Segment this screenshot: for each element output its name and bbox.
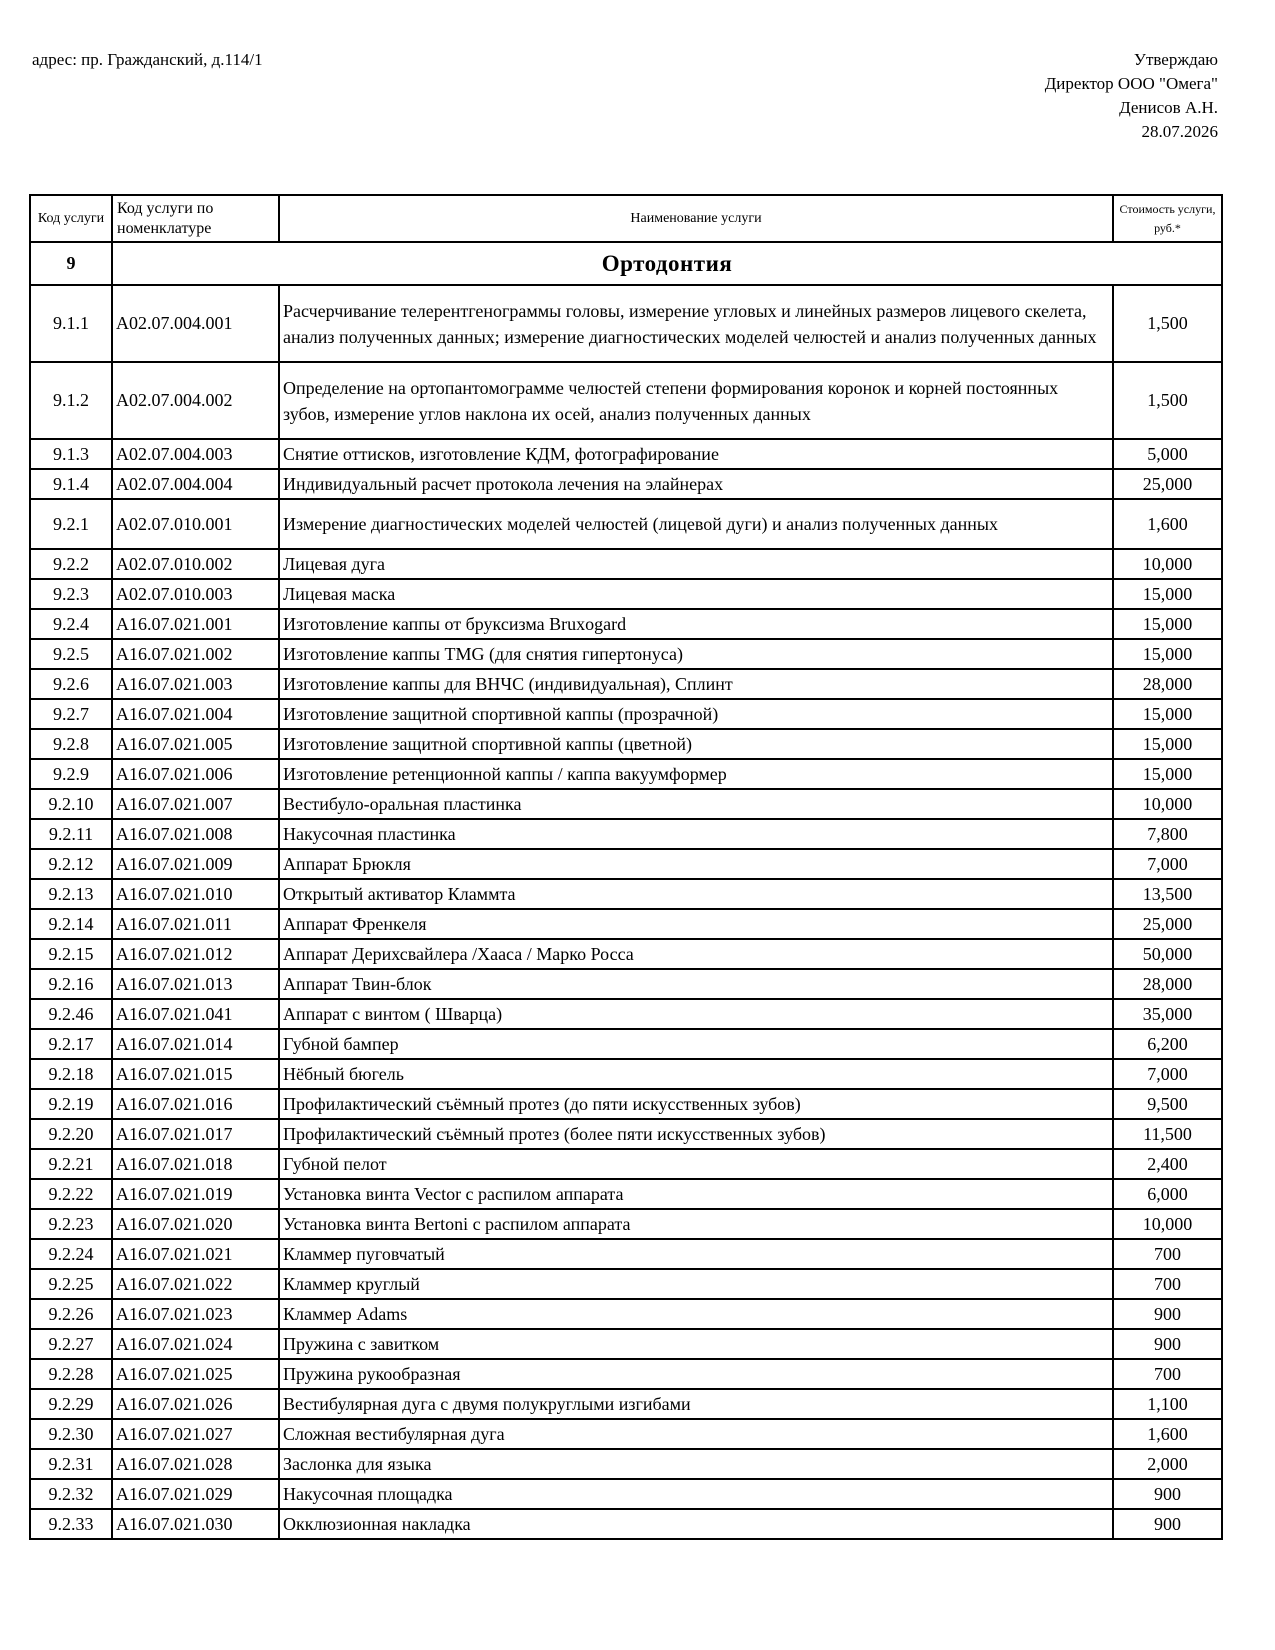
table-row: [30, 849, 1222, 879]
service-name-cell: Пружина с завитком: [279, 1329, 1113, 1359]
service-name-cell: Кламмер пуговчатый: [279, 1239, 1113, 1269]
nomenclature-code-cell: A16.07.021.002: [112, 639, 279, 669]
table-row: [30, 939, 1222, 969]
nomenclature-code-cell: A16.07.021.023: [112, 1299, 279, 1329]
service-code-cell: 9.2.19: [30, 1089, 112, 1119]
service-code-cell: 9.2.15: [30, 939, 112, 969]
nomenclature-code-cell: A16.07.021.028: [112, 1449, 279, 1479]
table-row: [30, 1359, 1222, 1389]
service-name-cell: Аппарат Френкеля: [279, 909, 1113, 939]
table-row: [30, 1389, 1222, 1419]
nomenclature-code-cell: A16.07.021.003: [112, 669, 279, 699]
price-cell: 11,500: [1113, 1119, 1222, 1149]
price-cell: 900: [1113, 1509, 1222, 1539]
price-cell: 1,600: [1113, 1419, 1222, 1449]
table-row: [30, 789, 1222, 819]
price-cell: 28,000: [1113, 669, 1222, 699]
service-code-cell: 9.2.23: [30, 1209, 112, 1239]
service-code-cell: 9.2.12: [30, 849, 112, 879]
nomenclature-code-cell: A16.07.021.021: [112, 1239, 279, 1269]
table-row: [30, 909, 1222, 939]
service-code-cell: 9.2.9: [30, 759, 112, 789]
price-cell: 28,000: [1113, 969, 1222, 999]
service-code-cell: 9.2.31: [30, 1449, 112, 1479]
nomenclature-code-cell: A16.07.021.012: [112, 939, 279, 969]
approval-title: Утверждаю: [1133, 50, 1218, 69]
table-row: [30, 759, 1222, 789]
table-row: [30, 1269, 1222, 1299]
service-code-cell: 9.2.26: [30, 1299, 112, 1329]
table-row: [30, 879, 1222, 909]
service-name-cell: Измерение диагностических моделей челюстей (лицевой дуги) и анализ полученных данных: [279, 499, 1113, 549]
nomenclature-code-cell: A16.07.021.024: [112, 1329, 279, 1359]
table-row: [30, 1179, 1222, 1209]
price-cell: 15,000: [1113, 579, 1222, 609]
service-code-cell: 9.2.13: [30, 879, 112, 909]
price-cell: 700: [1113, 1239, 1222, 1269]
table-row: [30, 439, 1222, 469]
service-name-cell: Вестибуло-оральная пластинка: [279, 789, 1113, 819]
service-code-cell: 9.2.46: [30, 999, 112, 1029]
price-table: [29, 194, 1223, 1540]
service-code-cell: 9.2.7: [30, 699, 112, 729]
nomenclature-code-cell: A02.07.004.003: [112, 439, 279, 469]
service-name-cell: Губной бампер: [279, 1029, 1113, 1059]
nomenclature-code-cell: A16.07.021.020: [112, 1209, 279, 1239]
service-name-cell: Изготовление каппы для ВНЧС (индивидуальная), Сплинт: [279, 669, 1113, 699]
service-code-cell: 9.2.24: [30, 1239, 112, 1269]
nomenclature-code-cell: A16.07.021.011: [112, 909, 279, 939]
service-name-cell: Нёбный бюгель: [279, 1059, 1113, 1089]
price-cell: 15,000: [1113, 609, 1222, 639]
service-code-cell: 9.1.1: [30, 285, 112, 362]
service-name-cell: Накусочная пластинка: [279, 819, 1113, 849]
table-row: [30, 1329, 1222, 1359]
service-code-cell: 9.2.33: [30, 1509, 112, 1539]
table-row: [30, 819, 1222, 849]
service-name-cell: Изготовление защитной спортивной каппы (цветной): [279, 729, 1113, 759]
price-cell: 1,500: [1113, 362, 1222, 439]
service-code-cell: 9.2.16: [30, 969, 112, 999]
service-code-cell: 9.2.14: [30, 909, 112, 939]
column-header-nomenclature: Код услуги по номенклатуре: [112, 195, 279, 242]
service-name-cell: Накусочная площадка: [279, 1479, 1113, 1509]
service-name-cell: Лицевая дуга: [279, 549, 1113, 579]
nomenclature-code-cell: A16.07.021.041: [112, 999, 279, 1029]
table-row: [30, 1479, 1222, 1509]
service-code-cell: 9.1.4: [30, 469, 112, 499]
service-name-cell: Сложная вестибулярная дуга: [279, 1419, 1113, 1449]
table-row: [30, 499, 1222, 549]
service-name-cell: Кламмер круглый: [279, 1269, 1113, 1299]
nomenclature-code-cell: A02.07.004.001: [112, 285, 279, 362]
price-cell: 50,000: [1113, 939, 1222, 969]
table-row: [30, 1029, 1222, 1059]
table-row: [30, 699, 1222, 729]
nomenclature-code-cell: A16.07.021.017: [112, 1119, 279, 1149]
service-code-cell: 9.2.27: [30, 1329, 112, 1359]
price-cell: 2,000: [1113, 1449, 1222, 1479]
price-cell: 900: [1113, 1329, 1222, 1359]
nomenclature-code-cell: A02.07.004.002: [112, 362, 279, 439]
service-name-cell: Изготовление каппы TMG (для снятия гипертонуса): [279, 639, 1113, 669]
service-code-cell: 9.2.25: [30, 1269, 112, 1299]
table-row: [30, 669, 1222, 699]
nomenclature-code-cell: A16.07.021.006: [112, 759, 279, 789]
nomenclature-code-cell: A02.07.010.003: [112, 579, 279, 609]
price-cell: 10,000: [1113, 789, 1222, 819]
service-code-cell: 9.2.29: [30, 1389, 112, 1419]
price-cell: 1,500: [1113, 285, 1222, 362]
service-name-cell: Вестибулярная дуга с двумя полукруглыми изгибами: [279, 1389, 1113, 1419]
service-name-cell: Аппарат Дерихсвайлера /Хааса / Марко Росса: [279, 939, 1113, 969]
price-cell: 9,500: [1113, 1089, 1222, 1119]
service-name-cell: Губной пелот: [279, 1149, 1113, 1179]
nomenclature-code-cell: A16.07.021.009: [112, 849, 279, 879]
nomenclature-code-cell: A16.07.021.027: [112, 1419, 279, 1449]
service-name-cell: Пружина рукообразная: [279, 1359, 1113, 1389]
service-name-cell: Аппарат Твин-блок: [279, 969, 1113, 999]
table-row: [30, 1449, 1222, 1479]
nomenclature-code-cell: A16.07.021.004: [112, 699, 279, 729]
table-row: [30, 609, 1222, 639]
price-cell: 10,000: [1113, 549, 1222, 579]
service-name-cell: Кламмер Adams: [279, 1299, 1113, 1329]
service-name-cell: Определение на ортопантомограмме челюстей степени формирования коронок и корней постоянных зубов, измерение углов наклона их осей, анализ полученных данных: [279, 362, 1113, 439]
table-row: [30, 1149, 1222, 1179]
price-cell: 15,000: [1113, 759, 1222, 789]
nomenclature-code-cell: A16.07.021.008: [112, 819, 279, 849]
nomenclature-code-cell: A16.07.021.001: [112, 609, 279, 639]
service-code-cell: 9.2.3: [30, 579, 112, 609]
price-cell: 700: [1113, 1269, 1222, 1299]
section-title: Ортодонтия: [112, 242, 1222, 285]
price-cell: 7,800: [1113, 819, 1222, 849]
column-header-name: Наименование услуги: [279, 195, 1113, 242]
service-name-cell: Изготовление защитной спортивной каппы (прозрачной): [279, 699, 1113, 729]
column-header-price: Стоимость услуги, руб.*: [1113, 195, 1222, 242]
service-code-cell: 9.2.18: [30, 1059, 112, 1089]
service-code-cell: 9.2.4: [30, 609, 112, 639]
price-cell: 900: [1113, 1479, 1222, 1509]
service-name-cell: Установка винта Bertoni с распилом аппарата: [279, 1209, 1113, 1239]
service-name-cell: Установка винта Vector с распилом аппарата: [279, 1179, 1113, 1209]
price-cell: 5,000: [1113, 439, 1222, 469]
address-line: адрес: пр. Гражданский, д.114/1: [32, 50, 263, 69]
price-cell: 15,000: [1113, 729, 1222, 759]
price-cell: 35,000: [1113, 999, 1222, 1029]
table-row: [30, 549, 1222, 579]
table-row: [30, 969, 1222, 999]
column-header-code: Код услуги: [30, 195, 112, 242]
table-row: [30, 1059, 1222, 1089]
service-code-cell: 9.2.1: [30, 499, 112, 549]
table-row: [30, 639, 1222, 669]
table-row: [30, 1299, 1222, 1329]
price-cell: 6,000: [1113, 1179, 1222, 1209]
price-cell: 7,000: [1113, 849, 1222, 879]
service-code-cell: 9.2.5: [30, 639, 112, 669]
service-name-cell: Окклюзионная накладка: [279, 1509, 1113, 1539]
table-row: [30, 1419, 1222, 1449]
price-cell: 15,000: [1113, 639, 1222, 669]
price-cell: 2,400: [1113, 1149, 1222, 1179]
table-row: [30, 1119, 1222, 1149]
nomenclature-code-cell: A16.07.021.014: [112, 1029, 279, 1059]
approval-position: Директор ООО "Омега": [1044, 74, 1218, 93]
service-code-cell: 9.2.11: [30, 819, 112, 849]
service-code-cell: 9.2.10: [30, 789, 112, 819]
price-cell: 13,500: [1113, 879, 1222, 909]
nomenclature-code-cell: A16.07.021.029: [112, 1479, 279, 1509]
service-name-cell: Изготовление каппы от бруксизма Bruxogard: [279, 609, 1113, 639]
nomenclature-code-cell: A16.07.021.022: [112, 1269, 279, 1299]
service-name-cell: Расчерчивание телерентгенограммы головы, измерение угловых и линейных размеров лицевого скелета, анализ полученных данных; измерение диагностических моделей челюстей и анализ полученных данных: [279, 285, 1113, 362]
service-name-cell: Лицевая маска: [279, 579, 1113, 609]
nomenclature-code-cell: A16.07.021.005: [112, 729, 279, 759]
approval-date: 28.07.2026: [1141, 122, 1218, 141]
nomenclature-code-cell: A16.07.021.013: [112, 969, 279, 999]
service-code-cell: 9.2.32: [30, 1479, 112, 1509]
nomenclature-code-cell: A16.07.021.010: [112, 879, 279, 909]
table-row: [30, 729, 1222, 759]
price-cell: 25,000: [1113, 469, 1222, 499]
table-row: [30, 579, 1222, 609]
price-cell: 10,000: [1113, 1209, 1222, 1239]
nomenclature-code-cell: A16.07.021.025: [112, 1359, 279, 1389]
nomenclature-code-cell: A16.07.021.018: [112, 1149, 279, 1179]
service-code-cell: 9.1.2: [30, 362, 112, 439]
approval-signatory: Денисов А.Н.: [1119, 98, 1218, 117]
service-name-cell: Аппарат с винтом ( Шварца): [279, 999, 1113, 1029]
service-code-cell: 9.2.20: [30, 1119, 112, 1149]
price-cell: 25,000: [1113, 909, 1222, 939]
table-row: [30, 469, 1222, 499]
nomenclature-code-cell: A16.07.021.019: [112, 1179, 279, 1209]
table-row: [30, 1089, 1222, 1119]
service-code-cell: 9.2.6: [30, 669, 112, 699]
service-name-cell: Заслонка для языка: [279, 1449, 1113, 1479]
service-code-cell: 9.2.30: [30, 1419, 112, 1449]
nomenclature-code-cell: A02.07.010.001: [112, 499, 279, 549]
table-row: [30, 1209, 1222, 1239]
nomenclature-code-cell: A16.07.021.026: [112, 1389, 279, 1419]
section-row: [30, 242, 1222, 285]
service-name-cell: Профилактический съёмный протез (более пяти искусственных зубов): [279, 1119, 1113, 1149]
service-code-cell: 9.2.8: [30, 729, 112, 759]
price-cell: 1,600: [1113, 499, 1222, 549]
price-cell: 15,000: [1113, 699, 1222, 729]
service-code-cell: 9.2.2: [30, 549, 112, 579]
service-name-cell: Открытый активатор Кламмта: [279, 879, 1113, 909]
price-cell: 1,100: [1113, 1389, 1222, 1419]
table-row: [30, 999, 1222, 1029]
nomenclature-code-cell: A16.07.021.030: [112, 1509, 279, 1539]
table-row: [30, 362, 1222, 439]
table-header-row: [30, 195, 1222, 242]
service-name-cell: Профилактический съёмный протез (до пяти искусственных зубов): [279, 1089, 1113, 1119]
service-name-cell: Изготовление ретенционной каппы / каппа вакуумформер: [279, 759, 1113, 789]
service-code-cell: 9.2.21: [30, 1149, 112, 1179]
table-row: [30, 1239, 1222, 1269]
price-cell: 6,200: [1113, 1029, 1222, 1059]
service-name-cell: Аппарат Брюкля: [279, 849, 1113, 879]
table-row: [30, 285, 1222, 362]
price-cell: 7,000: [1113, 1059, 1222, 1089]
service-code-cell: 9.2.28: [30, 1359, 112, 1389]
price-cell: 700: [1113, 1359, 1222, 1389]
service-code-cell: 9.1.3: [30, 439, 112, 469]
nomenclature-code-cell: A16.07.021.016: [112, 1089, 279, 1119]
section-code: 9: [30, 242, 112, 285]
service-name-cell: Индивидуальный расчет протокола лечения на элайнерах: [279, 469, 1113, 499]
service-code-cell: 9.2.22: [30, 1179, 112, 1209]
approval-block: [1045, 48, 1218, 144]
nomenclature-code-cell: A16.07.021.015: [112, 1059, 279, 1089]
nomenclature-code-cell: A02.07.004.004: [112, 469, 279, 499]
service-name-cell: Снятие оттисков, изготовление КДМ, фотографирование: [279, 439, 1113, 469]
nomenclature-code-cell: A16.07.021.007: [112, 789, 279, 819]
service-code-cell: 9.2.17: [30, 1029, 112, 1059]
nomenclature-code-cell: A02.07.010.002: [112, 549, 279, 579]
price-cell: 900: [1113, 1299, 1222, 1329]
table-row: [30, 1509, 1222, 1539]
